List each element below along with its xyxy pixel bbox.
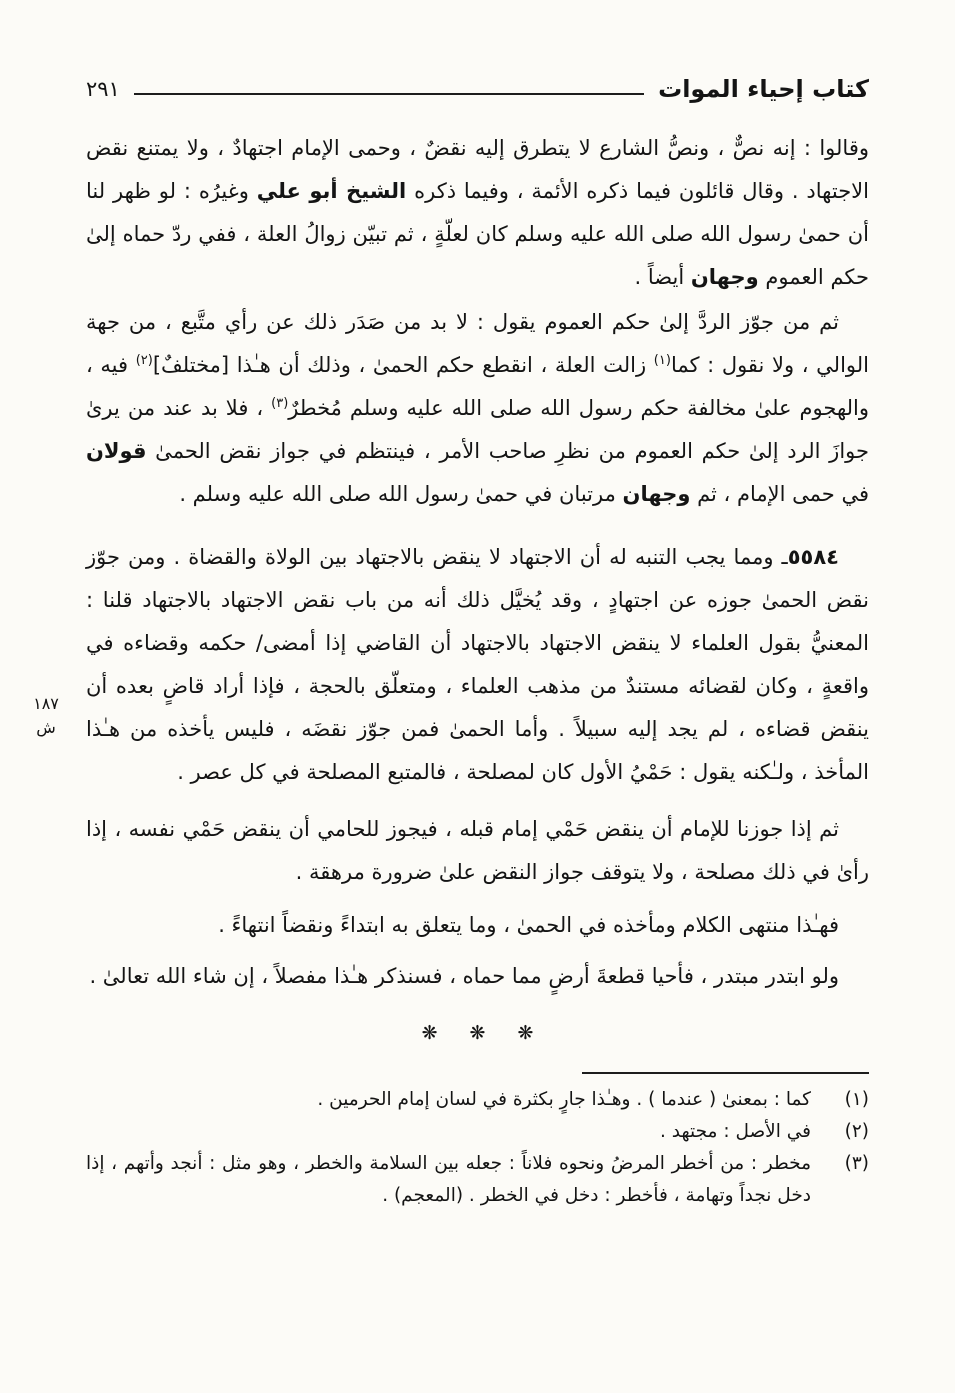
text-run: فيه ، والهجوم علىٰ مخالفة حكم رسول الله صلى الله عليه وسلم مُخطرٌ (86, 353, 869, 420)
footnote-marker: (٢) (844, 1121, 869, 1142)
footnote-text: مخطر : من أخطر المرضُ ونحوه فلاناً : جعله بين السلامة والخطر ، وهو مثل : أنجد وأتهم ، إذا دخل نجداً وتهامة ، فأخطر : دخل في الخطر . (المعجم) . (86, 1153, 811, 1206)
margin-note (22, 692, 70, 740)
footnote-rule (582, 1072, 869, 1074)
paragraph-3 (86, 536, 869, 794)
footnote-marker: (١) (844, 1089, 869, 1110)
page-body (86, 127, 869, 1050)
text-run: في حمى الإمام ، ثم (690, 482, 869, 506)
margin-note-number: ١٨٧ (33, 694, 59, 713)
footnote-text: في الأصل : مجتهد . (660, 1121, 811, 1142)
section-separator: ❋ ❋ ❋ (421, 1022, 534, 1044)
paragraph-2 (86, 301, 869, 516)
footnote-ref-1: (١) (653, 353, 671, 368)
footnote-2 (86, 1116, 869, 1148)
book-title: كتاب إحياء الموات (658, 75, 869, 103)
footnote-ref-3: (٣) (271, 396, 289, 411)
section-number: ٥٥٨٤ (787, 545, 839, 569)
page-number: ٢٩١ (86, 77, 120, 101)
footnote-marker: (٣) (844, 1153, 869, 1174)
text-run: ـ ومما يجب التنبه له أن الاجتهاد لا ينقض بالاجتهاد بين الولاة والقضاة . ومن جوّز نقض الحمىٰ جوزه عن اجتهادٍ ، وقد يُخيَّل ذلك أنه من باب نقض الاجتهاد بالاجتهاد قلنا : المعنيُّ بقول العلماء لا ينقض الاجتهاد بالاجتهاد أن القاضي إذا أمضى/ حكمه وقضاءه في واقعةٍ ، وكان لقضائه مستندٌ من مذهب العلماء ، ومتعلّق بالحجة ، فإذا أراد قاضٍ بعده أن ينقض قضاءه ، لم يجد إليه سبيلاً . وأما الحمىٰ فمن جوّز نقضَه ، فليس يأخذه من هـٰذا المأخذ ، ولـٰكنه يقول : حَمْيُ الأول كان لمصلحة ، فالمتبع المصلحة في كل عصر . (86, 545, 869, 784)
footnote-text: كما : بمعنىٰ ( عندما ) . وهـٰذا جارٍ بكثرة في لسان إمام الحرمين . (317, 1089, 811, 1110)
text-run: فهـٰذا منتهى الكلام ومأخذه في الحمىٰ ، وما يتعلق به ابتداءً ونقضاً انتهاءً . (218, 913, 839, 937)
text-run: ولو ابتدر مبتدر ، فأحيا قطعةَ أرضٍ مما حماه ، فسنذكر هـٰذا مفصلاً ، إن شاء الله تعالىٰ . (89, 964, 839, 988)
page-header (86, 75, 869, 103)
margin-note-letter: ش (36, 718, 56, 737)
footnote-3 (86, 1148, 869, 1212)
text-run: أيضاً . (634, 265, 691, 289)
text-run-bold: قولان (86, 439, 147, 463)
text-run: زالت العلة ، انقطع حكم الحمىٰ ، وذلك أن هـٰذا [مختلفٌ] (152, 353, 654, 377)
header-rule (134, 93, 644, 95)
paragraph-5 (86, 904, 869, 947)
text-run: وقالوا : إنه نصٌّ ، ونصُّ الشارع لا يتطرق إليه نقضٌ ، وحمى الإمام اجتهادٌ ، ولا يمتنع نقض الاجتهاد . وقال قائلون فيما ذكره الأئمة ، وفيما ذكره (86, 136, 869, 203)
paragraph-6 (86, 955, 869, 998)
text-run: ثم من جوّز الردَّ إلىٰ حكم العموم يقول : لا بد من صَدَر ذلك عن رأي متَّبع ، من جهة الوالي ، ولا نقول : كما (86, 310, 870, 377)
text-run: ، فلا بد عند من يرىٰ جوازَ الرد إلىٰ حكم العموم من نظرِ صاحب الأمر ، فينتظم في جواز نقض الحمىٰ (86, 396, 869, 463)
footnote-ref-2: (٢) (135, 353, 153, 368)
text-run-bold: الشيخ أبو علي (256, 179, 407, 203)
paragraph-4 (86, 808, 869, 894)
footnote-1 (86, 1084, 869, 1116)
text-run: وغيرُه : لو ظهر لنا أن حمىٰ رسول الله صلى الله عليه وسلم كان لعلّةٍ ، ثم تبيّن زوالُ العلة ، ففي ردّ حماه إلىٰ حكم العموم (86, 179, 869, 289)
footnotes-section (86, 1072, 869, 1212)
paragraph-1 (86, 127, 869, 299)
text-run-bold: وجهان (690, 265, 759, 289)
text-run: ثم إذا جوزنا للإمام أن ينقض حَمْي إمام قبله ، فيجوز للحامي أن ينقض حَمْي نفسه ، إذا رأىٰ في ذلك مصلحة ، ولا يتوقف جواز النقض علىٰ ضرورة مرهقة . (86, 817, 869, 884)
text-run: مرتبان في حمىٰ رسول الله صلى الله عليه وسلم . (179, 482, 623, 506)
text-run-bold: وجهان (622, 482, 691, 506)
